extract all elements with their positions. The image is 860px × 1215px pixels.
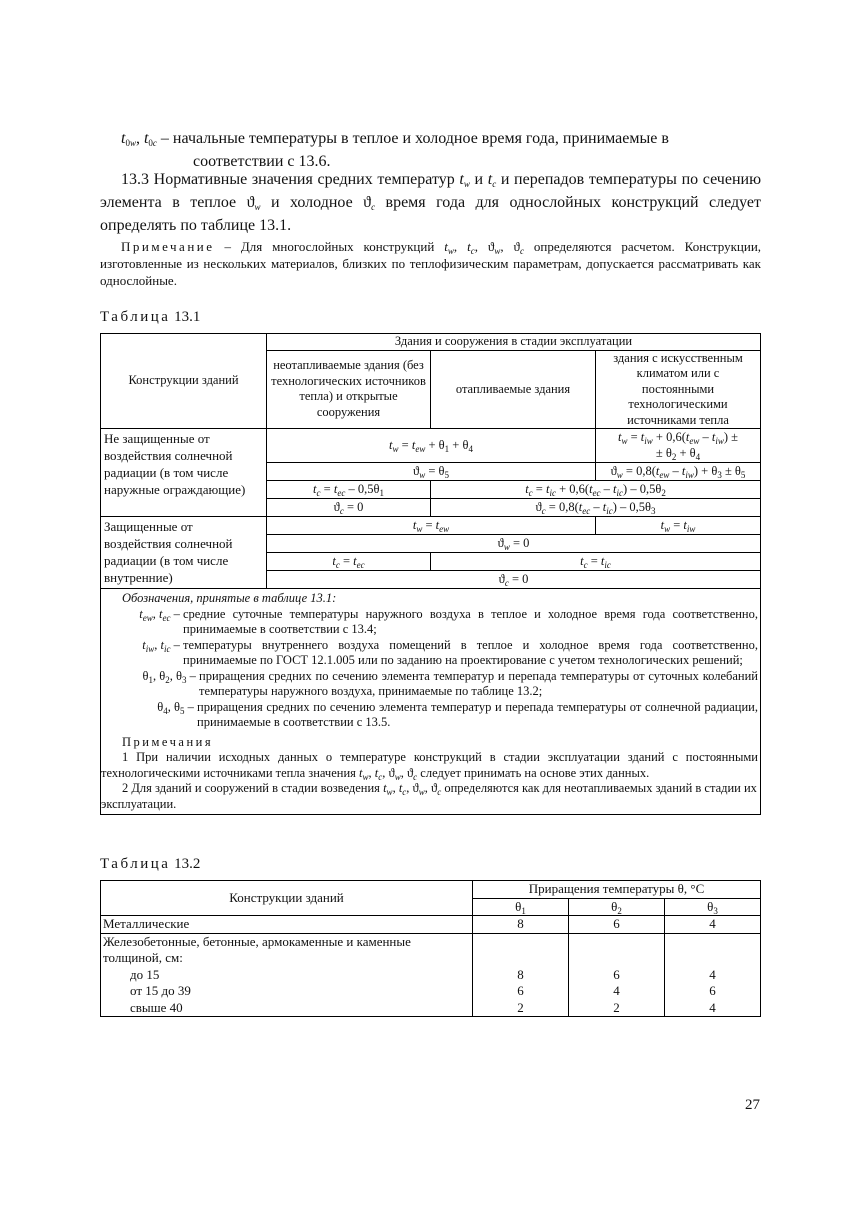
t1-defs-title-text: Обозначения, принятые в таблице 13.1: — [122, 591, 337, 605]
t2-15to39-theta2: 4 — [613, 983, 620, 998]
t1-note-2: 2 Для зданий и сооружений в стадии возведения $t_w$, $t_c$, $ϑ_w$, $ϑ_c$ определяются как для неотапливаемых зданий в стадии их эксплуатации. — [101, 781, 757, 811]
t2-over40-theta1: 2 — [517, 999, 524, 1015]
p133-text-e: время года для однослойных конструкций следует определять по таблице 13.1. — [100, 194, 762, 234]
t1-def-1 — [101, 607, 760, 638]
t1-formula-theta-c-heated: $ϑ_c = 0,8(t_{ec} - t_{ic}) - 0,5\theta_3$ — [431, 499, 761, 517]
t1-formula-theta-c-protected: $ϑ_c = 0$ — [267, 571, 761, 589]
table-row — [101, 916, 761, 934]
t2-sub-upto15: до 15 — [130, 966, 160, 982]
t1-notes-title: Примечания — [122, 734, 214, 749]
p133-text-c: и перепадов температуры по сечению элемента в теплое — [100, 171, 762, 211]
table-13-1-caption-number: 13.1 — [174, 309, 201, 325]
t2-sub-over40: свыше 40 — [130, 999, 183, 1015]
note-label: Примечание — [121, 239, 215, 254]
t2-row-metal-label: Металлические — [101, 916, 473, 934]
page-number: 27 — [745, 1097, 760, 1113]
t1-formula-theta-c-unheated: $ϑ_c = 0$ — [267, 499, 431, 517]
t1-formula-tw-protected-climate: $t_w = t_{iw}$ — [596, 517, 761, 535]
t1-formula-theta-w: $ϑ_w = \theta_5$ — [267, 463, 596, 481]
intro-line-1: $t_{0w}$, $t_{0c}$ – начальные температуры в теплое и холодное время года, принимаемые в — [121, 130, 669, 148]
t2-concrete-theta1 — [473, 933, 569, 1017]
t1-def-3 — [101, 669, 760, 700]
table-13-2 — [100, 880, 761, 1017]
t1-formula-theta-w-protected: $ϑ_w = 0$ — [267, 535, 761, 553]
t2-upto15-theta3: 4 — [709, 966, 716, 982]
p133-text-a: 13.3 Нормативные значения средних температур — [121, 171, 460, 188]
t1-formula-tw-climate: $t_w = t_{iw} + 0,6(t_{ew} - t_{iw})$ ± ± $\theta_2 + \theta_4$ — [596, 429, 761, 463]
t2-row-concrete — [101, 933, 473, 1017]
t2-row-metal-theta2: 6 — [569, 916, 665, 934]
p133-text-d: и холодное — [260, 194, 364, 211]
t1-head-climate: здания с искусственным климатом или с постоянными технологическими источниками тепла — [596, 350, 761, 429]
table-row — [101, 933, 761, 1017]
t1-head-heated: отапливаемые здания — [431, 350, 596, 429]
table-13-2-caption-number: 13.2 — [174, 856, 201, 872]
t2-over40-theta3: 4 — [709, 999, 716, 1015]
t1-def-1-symbol: $t_{ew}$, $t_{ec}$ – — [139, 606, 183, 623]
intro-line-2: соответствии с 13.6. — [193, 153, 331, 170]
t1-formula-tc-unheated: $t_c = t_{ec} - 0,5\theta_1$ — [267, 481, 431, 499]
t1-note-2-text-a: 2 Для зданий и сооружений в стадии возведения — [122, 781, 384, 795]
t1-note-1-text-b: следует принимать на основе этих данных. — [417, 765, 650, 780]
t2-head-constructions: Конструкции зданий — [101, 881, 473, 916]
t1-head-unheated: неотапливаемые здания (без технологических источников тепла) и открытые сооружения — [267, 350, 431, 429]
t1-defs-title — [101, 591, 760, 607]
t1-head-group: Здания и сооружения в стадии эксплуатации — [267, 334, 761, 351]
t2-concrete-theta3 — [665, 933, 761, 1017]
note-text-b: определяются расчетом. Конструкции, изготовленные из нескольких материалов, близких по теплофизическим параметрам, допускается рассматривать как однослойные. — [100, 239, 762, 288]
t2-over40-theta2: 2 — [613, 999, 620, 1015]
t1-formula-tw-protected: $t_w = t_{ew}$ — [267, 517, 596, 535]
t1-row-unprotected-label: Не защищенные от воздействия солнечной радиации (в том числе наружные ограждающие) — [101, 429, 267, 517]
t2-15to39-theta1: 6 — [517, 983, 524, 998]
t1-note-1: 1 При наличии исходных данных о температуре конструкций в стадии эксплуатации зданий с постоянными технологическими источниками тепла значения $t_w$, $t_c$, $ϑ_w$, $ϑ_c$ следует принимать на основе этих данных. — [101, 750, 758, 782]
t2-row-metal-theta3: 4 — [665, 916, 761, 934]
t2-sub-15to39: от 15 до 39 — [130, 983, 191, 998]
t2-head-group: Приращения температуры θ, °С — [473, 881, 761, 899]
t1-formula-tc-protected: $t_c = t_{ec}$ — [267, 553, 431, 571]
t1-head-constructions: Конструкции зданий — [101, 334, 267, 429]
t1-note-2-text-b: определяются как для неотапливаемых зданий в стадии их эксплуатации. — [101, 781, 757, 811]
table-13-2-caption — [100, 856, 200, 873]
t1-def-3-symbol: $\theta_1$, $\theta_2$, $\theta_3$ – — [142, 668, 199, 685]
t1-def-1-text: средние суточные температуры наружного воздуха в теплое и холодное время года соответственно, принимаемые в соответствии с 13.4; — [183, 606, 758, 636]
t1-def-3-text: приращения средних по сечению элемента температур и перепада температуры от суточных колебаний температуры наружного воздуха, принимаемые по таблице 13.2; — [199, 668, 758, 698]
t1-def-4-text: приращения средних по сечению элемента температур и перепада температуры от солнечной радиации, принимаемые в соответствии с 13.5. — [197, 699, 758, 729]
t1-formula-theta-w-climate: $ϑ_w = 0,8(t_{ew} - t_{iw}) + \theta_3 \pm \theta_5$ — [596, 463, 761, 481]
t2-upto15-theta2: 6 — [613, 966, 620, 982]
intro-line-1-text: – начальные температуры в теплое и холодное время года, принимаемые в — [156, 130, 669, 147]
t2-concrete-theta2 — [569, 933, 665, 1017]
t2-head-theta2: $\theta_2$ — [569, 898, 665, 916]
t2-head-theta1: $\theta_1$ — [473, 898, 569, 916]
t1-def-2 — [101, 638, 760, 669]
note-text-a: – Для многослойных конструкций — [214, 239, 445, 254]
t1-note-1-text-a: 1 При наличии исходных данных о температуре конструкций в стадии эксплуатации зданий с постоянными технологическими источниками тепла значения — [101, 750, 758, 780]
t1-formula-tc-heated: $t_c = t_{ic} + 0,6(t_{ec} - t_{ic}) - 0,5\theta_2$ — [431, 481, 761, 499]
t1-notes-cell — [101, 589, 761, 815]
t1-def-4-symbol: $\theta_4$, $\theta_5$ – — [157, 699, 197, 716]
t1-def-2-symbol: $t_{iw}$, $t_{ic}$ – — [142, 637, 183, 654]
t2-head-theta3: $\theta_3$ — [665, 898, 761, 916]
table-13-2-caption-label: Таблица — [100, 856, 171, 872]
t2-15to39-theta3: 6 — [709, 983, 716, 998]
note-paragraph: Примечание – Для многослойных конструкций $t_w$, $t_c$, $ϑ_w$, $ϑ_c$ определяются расчетом. Конструкции, изготовленные из нескольких материалов, близких по теплофизическим параметрам, допускается рассматривать как однослойные. — [100, 239, 762, 288]
t1-def-4 — [101, 700, 760, 731]
t2-row-concrete-label: Железобетонные, бетонные, армокаменные и каменные толщиной, см: — [103, 933, 411, 965]
table-13-1 — [100, 333, 761, 815]
paragraph-13-3: 13.3 Нормативные значения средних температур $t_w$ и $t_c$ и перепадов температуры по сечению элемента в теплое $ϑ_w$ и холодное $ϑ_c$ время года для однослойных конструкций следует определять по таблице 13.1. — [100, 171, 762, 234]
t1-formula-tw-unprotected: $t_w = t_{ew} + \theta_1 + \theta_4$ — [267, 429, 596, 463]
t1-def-2-text: температуры внутреннего воздуха помещений в теплое и холодное время года соответственно, принимаемые по ГОСТ 12.1.005 или по заданию на проектирование с учетом технологических решений; — [183, 637, 758, 667]
t2-row-metal-theta1: 8 — [473, 916, 569, 934]
t1-row-protected-label: Защищенные от воздействия солнечной радиации (в том числе внутренние) — [101, 517, 267, 589]
table-13-1-caption — [100, 309, 200, 326]
table-13-1-caption-label: Таблица — [100, 309, 171, 325]
t2-upto15-theta1: 8 — [517, 966, 524, 982]
t1-formula-tc-protected-heated: $t_c = t_{ic}$ — [431, 553, 761, 571]
p133-text-b: и — [469, 171, 488, 188]
